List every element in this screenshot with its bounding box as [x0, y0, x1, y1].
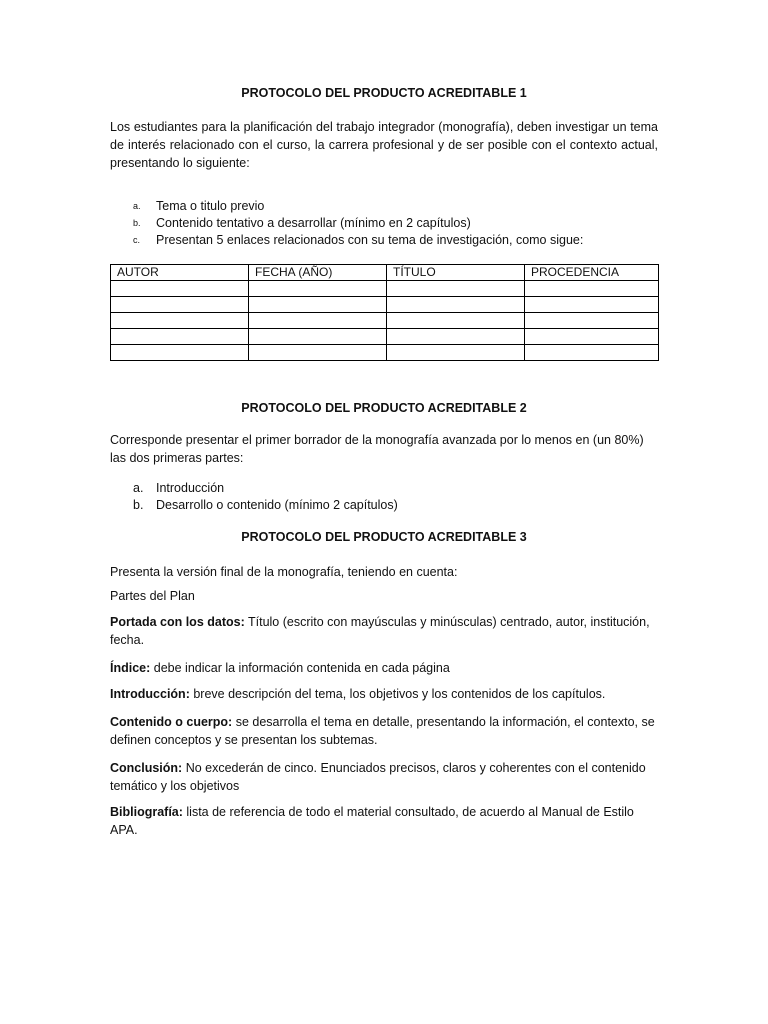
table-cell[interactable]: [249, 297, 387, 313]
table-cell[interactable]: [249, 345, 387, 361]
section2-list: [110, 480, 658, 514]
list-item-text: Introducción: [156, 481, 225, 495]
table-cell[interactable]: [525, 345, 659, 361]
table-cell[interactable]: [387, 345, 525, 361]
table-cell[interactable]: [111, 281, 249, 297]
section3-subtitle: Partes del Plan: [110, 589, 195, 603]
section2-title: PROTOCOLO DEL PRODUCTO ACREDITABLE 2: [241, 401, 527, 415]
section2-intro: Corresponde presentar el primer borrador de la monografía avanzada por lo menos en (un 80%) las dos primeras partes:: [110, 433, 644, 465]
part-bibliografia: [110, 803, 658, 839]
list-marker: c.: [133, 235, 141, 245]
part-introduccion: [110, 685, 658, 703]
table-cell[interactable]: [249, 313, 387, 329]
section1-intro: Los estudiantes para la planificación del trabajo integrador (monografía), deben investigar un tema de interés relacionado con el curso, la carrera profesional y de ser posible con el contexto actual, presentando lo siguiente:: [110, 120, 658, 170]
list-marker: a.: [133, 201, 141, 211]
list-marker: b.: [133, 218, 141, 228]
part-label: Portada con los datos:: [110, 615, 245, 629]
list-item: [110, 232, 658, 249]
section3-title: PROTOCOLO DEL PRODUCTO ACREDITABLE 3: [241, 530, 527, 544]
header-fecha: FECHA (AÑO): [249, 265, 387, 281]
header-procedencia: PROCEDENCIA: [525, 265, 659, 281]
table-cell[interactable]: [525, 281, 659, 297]
table-row: [111, 329, 659, 345]
section1-list: [110, 198, 658, 249]
table-row: [111, 281, 659, 297]
table-row: [111, 345, 659, 361]
section1-title: PROTOCOLO DEL PRODUCTO ACREDITABLE 1: [241, 86, 527, 100]
list-item-text: Presentan 5 enlaces relacionados con su tema de investigación, como sigue:: [156, 233, 584, 247]
list-item-text: Tema o titulo previo: [156, 199, 265, 213]
section3-intro: Presenta la versión final de la monografía, teniendo en cuenta:: [110, 565, 458, 579]
part-label: Conclusión:: [110, 761, 183, 775]
part-label: Introducción:: [110, 687, 190, 701]
part-label: Índice:: [110, 661, 151, 675]
list-marker: a.: [133, 481, 144, 495]
table-cell[interactable]: [387, 297, 525, 313]
part-contenido: [110, 713, 658, 749]
list-item-text: Desarrollo o contenido (mínimo 2 capítulos): [156, 498, 398, 512]
table-cell[interactable]: [525, 297, 659, 313]
part-text: se desarrolla el tema en detalle, presentando la información, el contexto, se definen conceptos y se presentan los subtemas.: [110, 715, 655, 747]
list-item: [110, 215, 658, 232]
table-cell[interactable]: [525, 329, 659, 345]
part-indice: [110, 659, 658, 677]
table-cell[interactable]: [111, 297, 249, 313]
table-cell[interactable]: [249, 281, 387, 297]
list-item-text: Contenido tentativo a desarrollar (mínimo en 2 capítulos): [156, 216, 471, 230]
references-table: [110, 264, 659, 361]
list-item: [110, 480, 658, 497]
part-conclusion: [110, 759, 658, 795]
table-cell[interactable]: [111, 313, 249, 329]
table-cell[interactable]: [387, 329, 525, 345]
table-header-row: [111, 265, 659, 281]
table-cell[interactable]: [111, 345, 249, 361]
part-label: Bibliografía:: [110, 805, 183, 819]
table-cell[interactable]: [525, 313, 659, 329]
table-row: [111, 297, 659, 313]
table-body: [111, 281, 659, 361]
part-text: Título (escrito con mayúsculas y minúsculas) centrado, autor, institución, fecha.: [110, 615, 650, 647]
table-cell[interactable]: [111, 329, 249, 345]
header-titulo: TÍTULO: [387, 265, 525, 281]
list-marker: b.: [133, 498, 144, 512]
part-text: No excederán de cinco. Enunciados precisos, claros y coherentes con el contenido temático y los objetivos: [110, 761, 646, 793]
part-text: lista de referencia de todo el material consultado, de acuerdo al Manual de Estilo APA.: [110, 805, 634, 837]
table-cell[interactable]: [387, 313, 525, 329]
part-portada: [110, 613, 658, 649]
part-text: breve descripción del tema, los objetivos y los contenidos de los capítulos.: [189, 687, 606, 701]
table-row: [111, 313, 659, 329]
header-autor: AUTOR: [111, 265, 249, 281]
table-cell[interactable]: [387, 281, 525, 297]
list-item: [110, 497, 658, 514]
list-item: [110, 198, 658, 215]
part-text: debe indicar la información contenida en cada página: [150, 661, 450, 675]
part-label: Contenido o cuerpo:: [110, 715, 233, 729]
table-cell[interactable]: [249, 329, 387, 345]
